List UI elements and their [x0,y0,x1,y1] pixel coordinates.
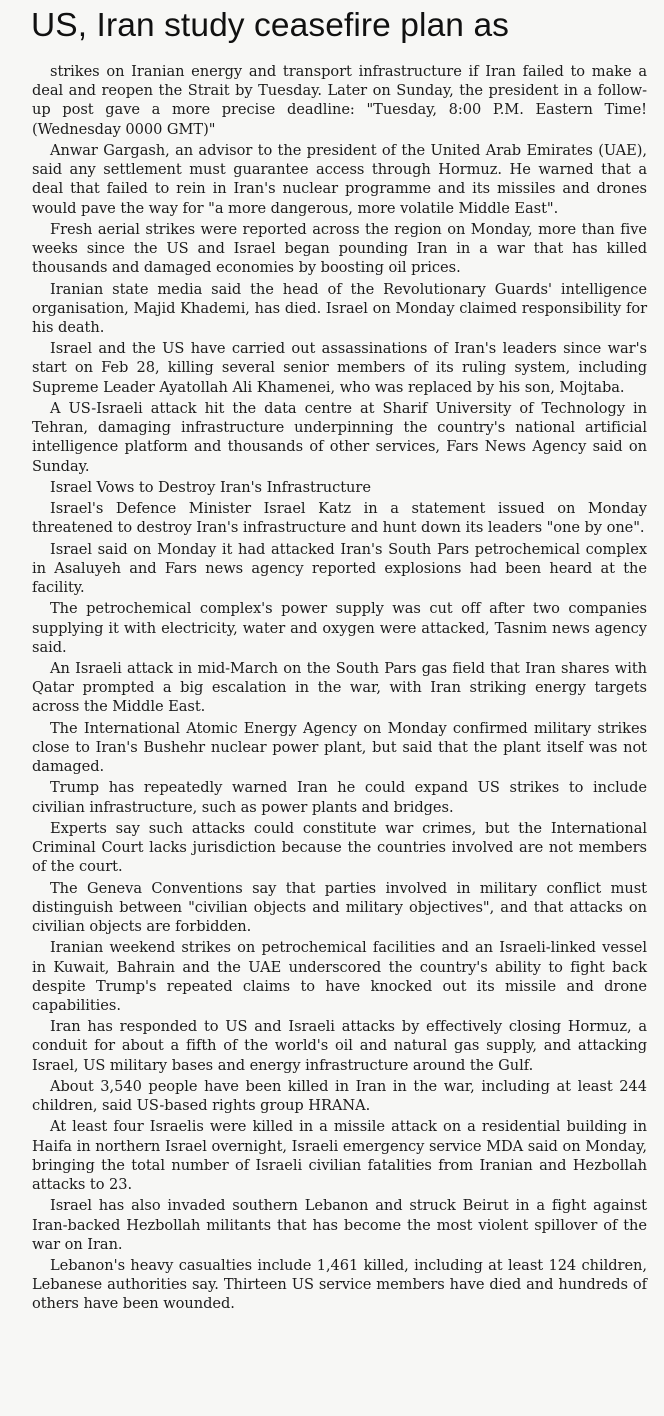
article-paragraph: A US-Israeli attack hit the data centre at Sharif University of Technology in Tehran, damaging infrastructure underpinning the country's national artificial intelligence platform and thousands of other services, Fars News Agency said on Sunday. [32,399,647,475]
article-paragraph: Israel has also invaded southern Lebanon and struck Beirut in a fight against Iran-backed Hezbollah militants that has become the most violent spillover of the war on Iran. [32,1197,647,1253]
article-headline: US, Iran study ceasefire plan as [31,7,510,44]
article-paragraph: The Geneva Conventions say that parties involved in military conflict must distinguish between "civilian objects and military objectives", and that attacks on civilian objects are forbidden. [32,879,647,936]
article-paragraph: Iranian state media said the head of the Revolutionary Guards' intelligence organisation, Majid Khademi, has died. Israel on Monday claimed responsibility for his death. [32,280,647,336]
article-paragraph: Israel said on Monday it had attacked Iran's South Pars petrochemical complex in Asaluyeh and Fars news agency reported explosions had been heard at the facility. [32,540,647,597]
article-paragraph: Experts say such attacks could constitute war crimes, but the International Criminal Court lacks jurisdiction because the countries involved are not members of the court. [32,819,647,876]
article-paragraph: At least four Israelis were killed in a missile attack on a residential building in Haifa in northern Israel overnight, Israeli emergency service MDA said on Monday, bringing the total number of Israeli civilian fatalities from Iranian and Hezbollah attacks to 23. [32,1118,647,1194]
article-paragraph: The petrochemical complex's power supply was cut off after two companies supplying it with electricity, water and oxygen were attacked, Tasnim news agency said. [32,600,647,656]
article-paragraph: About 3,540 people have been killed in Iran in the war, including at least 244 children, said US-based rights group HRANA. [32,1077,647,1115]
article-paragraph: Lebanon's heavy casualties include 1,461 killed, including at least 124 children, Lebanese authorities say. Thirteen US service members have died and hundreds of others have been wounded. [32,1257,647,1313]
article-paragraph: strikes on Iranian energy and transport infrastructure if Iran failed to make a deal and reopen the Strait by Tuesday. Later on Sunday, the president in a follow-up post gave a more precise deadline: "Tuesday, 8:00 P.M. Eastern Time! (Wednesday 0000 GMT)" [32,63,647,138]
article-paragraph: An Israeli attack in mid-March on the South Pars gas field that Iran shares with Qatar prompted a big escalation in the war, with Iran striking energy targets across the Middle East. [32,660,647,716]
article-paragraph: Iranian weekend strikes on petrochemical facilities and an Israeli-linked vessel in Kuwait, Bahrain and the UAE underscored the country's ability to fight back despite Trump's repeated claims to have knocked out its missile and drone capabilities. [32,939,647,1014]
article-paragraph: Trump has repeatedly warned Iran he could expand US strikes to include civilian infrastructure, such as power plants and bridges. [32,779,647,816]
article-paragraph: Fresh aerial strikes were reported across the region on Monday, more than five weeks since the US and Israel began pounding Iran in a war that has killed thousands and damaged economies by boosting oil prices. [32,220,647,277]
article-paragraph: The International Atomic Energy Agency on Monday confirmed military strikes close to Iran's Bushehr nuclear power plant, but said that the plant itself was not damaged. [32,719,647,776]
article-paragraph: Israel's Defence Minister Israel Katz in a statement issued on Monday threatened to destroy Iran's infrastructure and hunt down its leaders "one by one". [32,500,647,537]
article-paragraph: Israel and the US have carried out assassinations of Iran's leaders since war's start on Feb 28, killing several senior members of its ruling system, including Supreme Leader Ayatollah Ali Khamenei, who was replaced by his son, Mojtaba. [32,340,647,396]
article-subheading: Israel Vows to Destroy Iran's Infrastructure [50,478,371,496]
article-body [32,62,647,1314]
article-paragraph: Anwar Gargash, an advisor to the president of the United Arab Emirates (UAE), said any settlement must guarantee access through Hormuz. He warned that a deal that failed to rein in Iran's nuclear programme and its missiles and drones would pave the way for "a more dangerous, more volatile Middle East". [32,141,647,217]
article-paragraph: Iran has responded to US and Israeli attacks by effectively closing Hormuz, a conduit for about a fifth of the world's oil and natural gas supply, and attacking Israel, US military bases and energy infrastructure around the Gulf. [32,1018,647,1074]
